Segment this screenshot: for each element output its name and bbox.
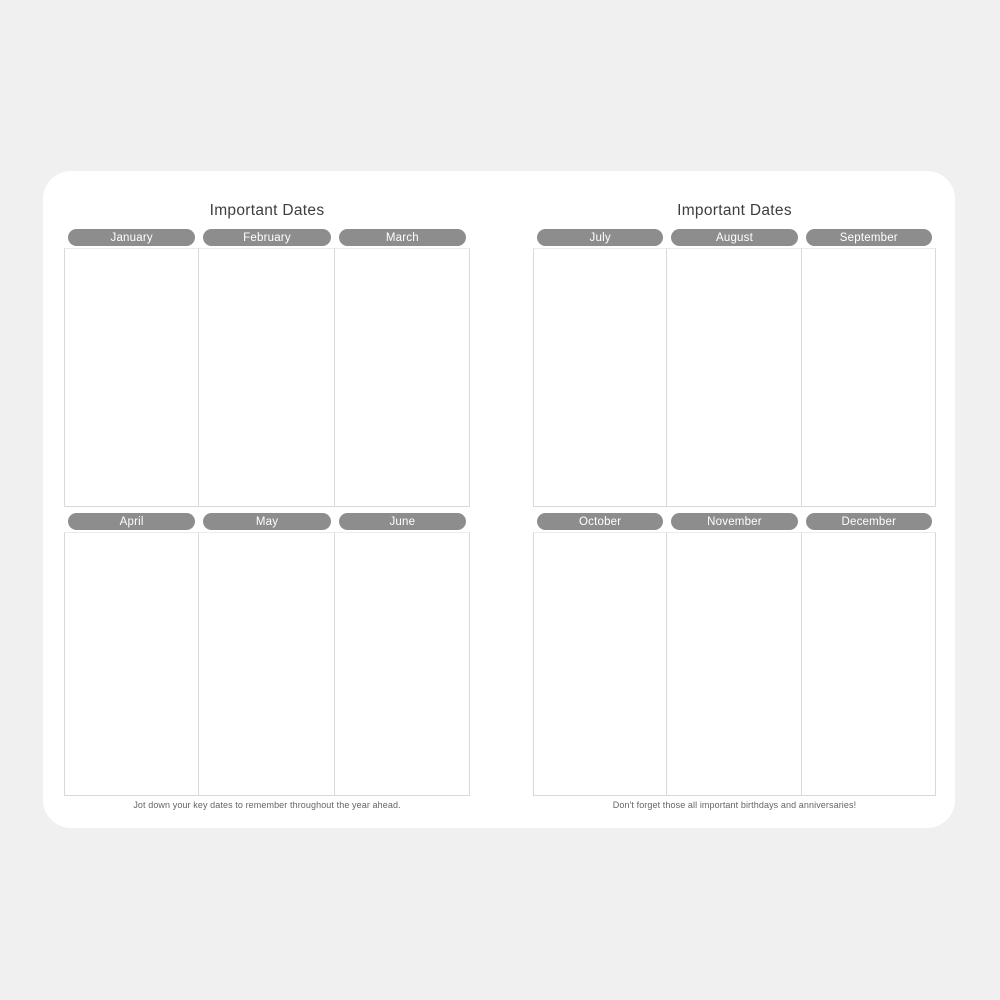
month-notes-box-october[interactable] (533, 532, 667, 796)
month-notes-box-november[interactable] (666, 532, 801, 796)
month-notes-box-february[interactable] (198, 248, 334, 507)
month-pill-april: April (68, 513, 195, 530)
month-notes-box-september[interactable] (801, 248, 936, 507)
planner-page-right (533, 171, 936, 828)
month-pill-february: February (203, 229, 330, 246)
month-pill-may: May (203, 513, 330, 530)
month-pill-october: October (537, 513, 663, 530)
month-notes-box-august[interactable] (666, 248, 801, 507)
month-notes-box-june[interactable] (334, 532, 470, 796)
planner-card (43, 171, 955, 828)
month-notes-box-may[interactable] (198, 532, 334, 796)
month-section-july (533, 229, 667, 507)
page-caption: Don't forget those all important birthdays and anniversaries! (612, 800, 857, 810)
month-section-december (802, 513, 936, 796)
month-pill-november: November (671, 513, 797, 530)
month-section-june (335, 513, 470, 796)
months-grid-row2 (533, 513, 936, 796)
month-notes-box-march[interactable] (334, 248, 470, 507)
month-pill-january: January (68, 229, 195, 246)
month-section-march (335, 229, 470, 507)
month-pill-july: July (537, 229, 663, 246)
planner-page-left (64, 171, 470, 828)
month-notes-box-july[interactable] (533, 248, 667, 507)
months-grid-row1 (533, 229, 936, 507)
month-section-april (64, 513, 199, 796)
month-pill-march: March (339, 229, 466, 246)
month-pill-june: June (339, 513, 466, 530)
month-pill-september: September (806, 229, 932, 246)
month-pill-august: August (671, 229, 797, 246)
month-section-october (533, 513, 667, 796)
month-notes-box-april[interactable] (64, 532, 199, 796)
month-section-november (667, 513, 801, 796)
months-grid-row2 (64, 513, 470, 796)
month-notes-box-january[interactable] (64, 248, 199, 507)
month-section-august (667, 229, 801, 507)
month-section-may (199, 513, 334, 796)
month-notes-box-december[interactable] (801, 532, 936, 796)
month-section-september (802, 229, 936, 507)
month-pill-december: December (806, 513, 932, 530)
page-caption: Jot down your key dates to remember throughout the year ahead. (133, 800, 401, 810)
month-section-january (64, 229, 199, 507)
month-section-february (199, 229, 334, 507)
page-title: Important Dates (677, 202, 792, 219)
months-grid-row1 (64, 229, 470, 507)
page-title: Important Dates (209, 202, 325, 219)
